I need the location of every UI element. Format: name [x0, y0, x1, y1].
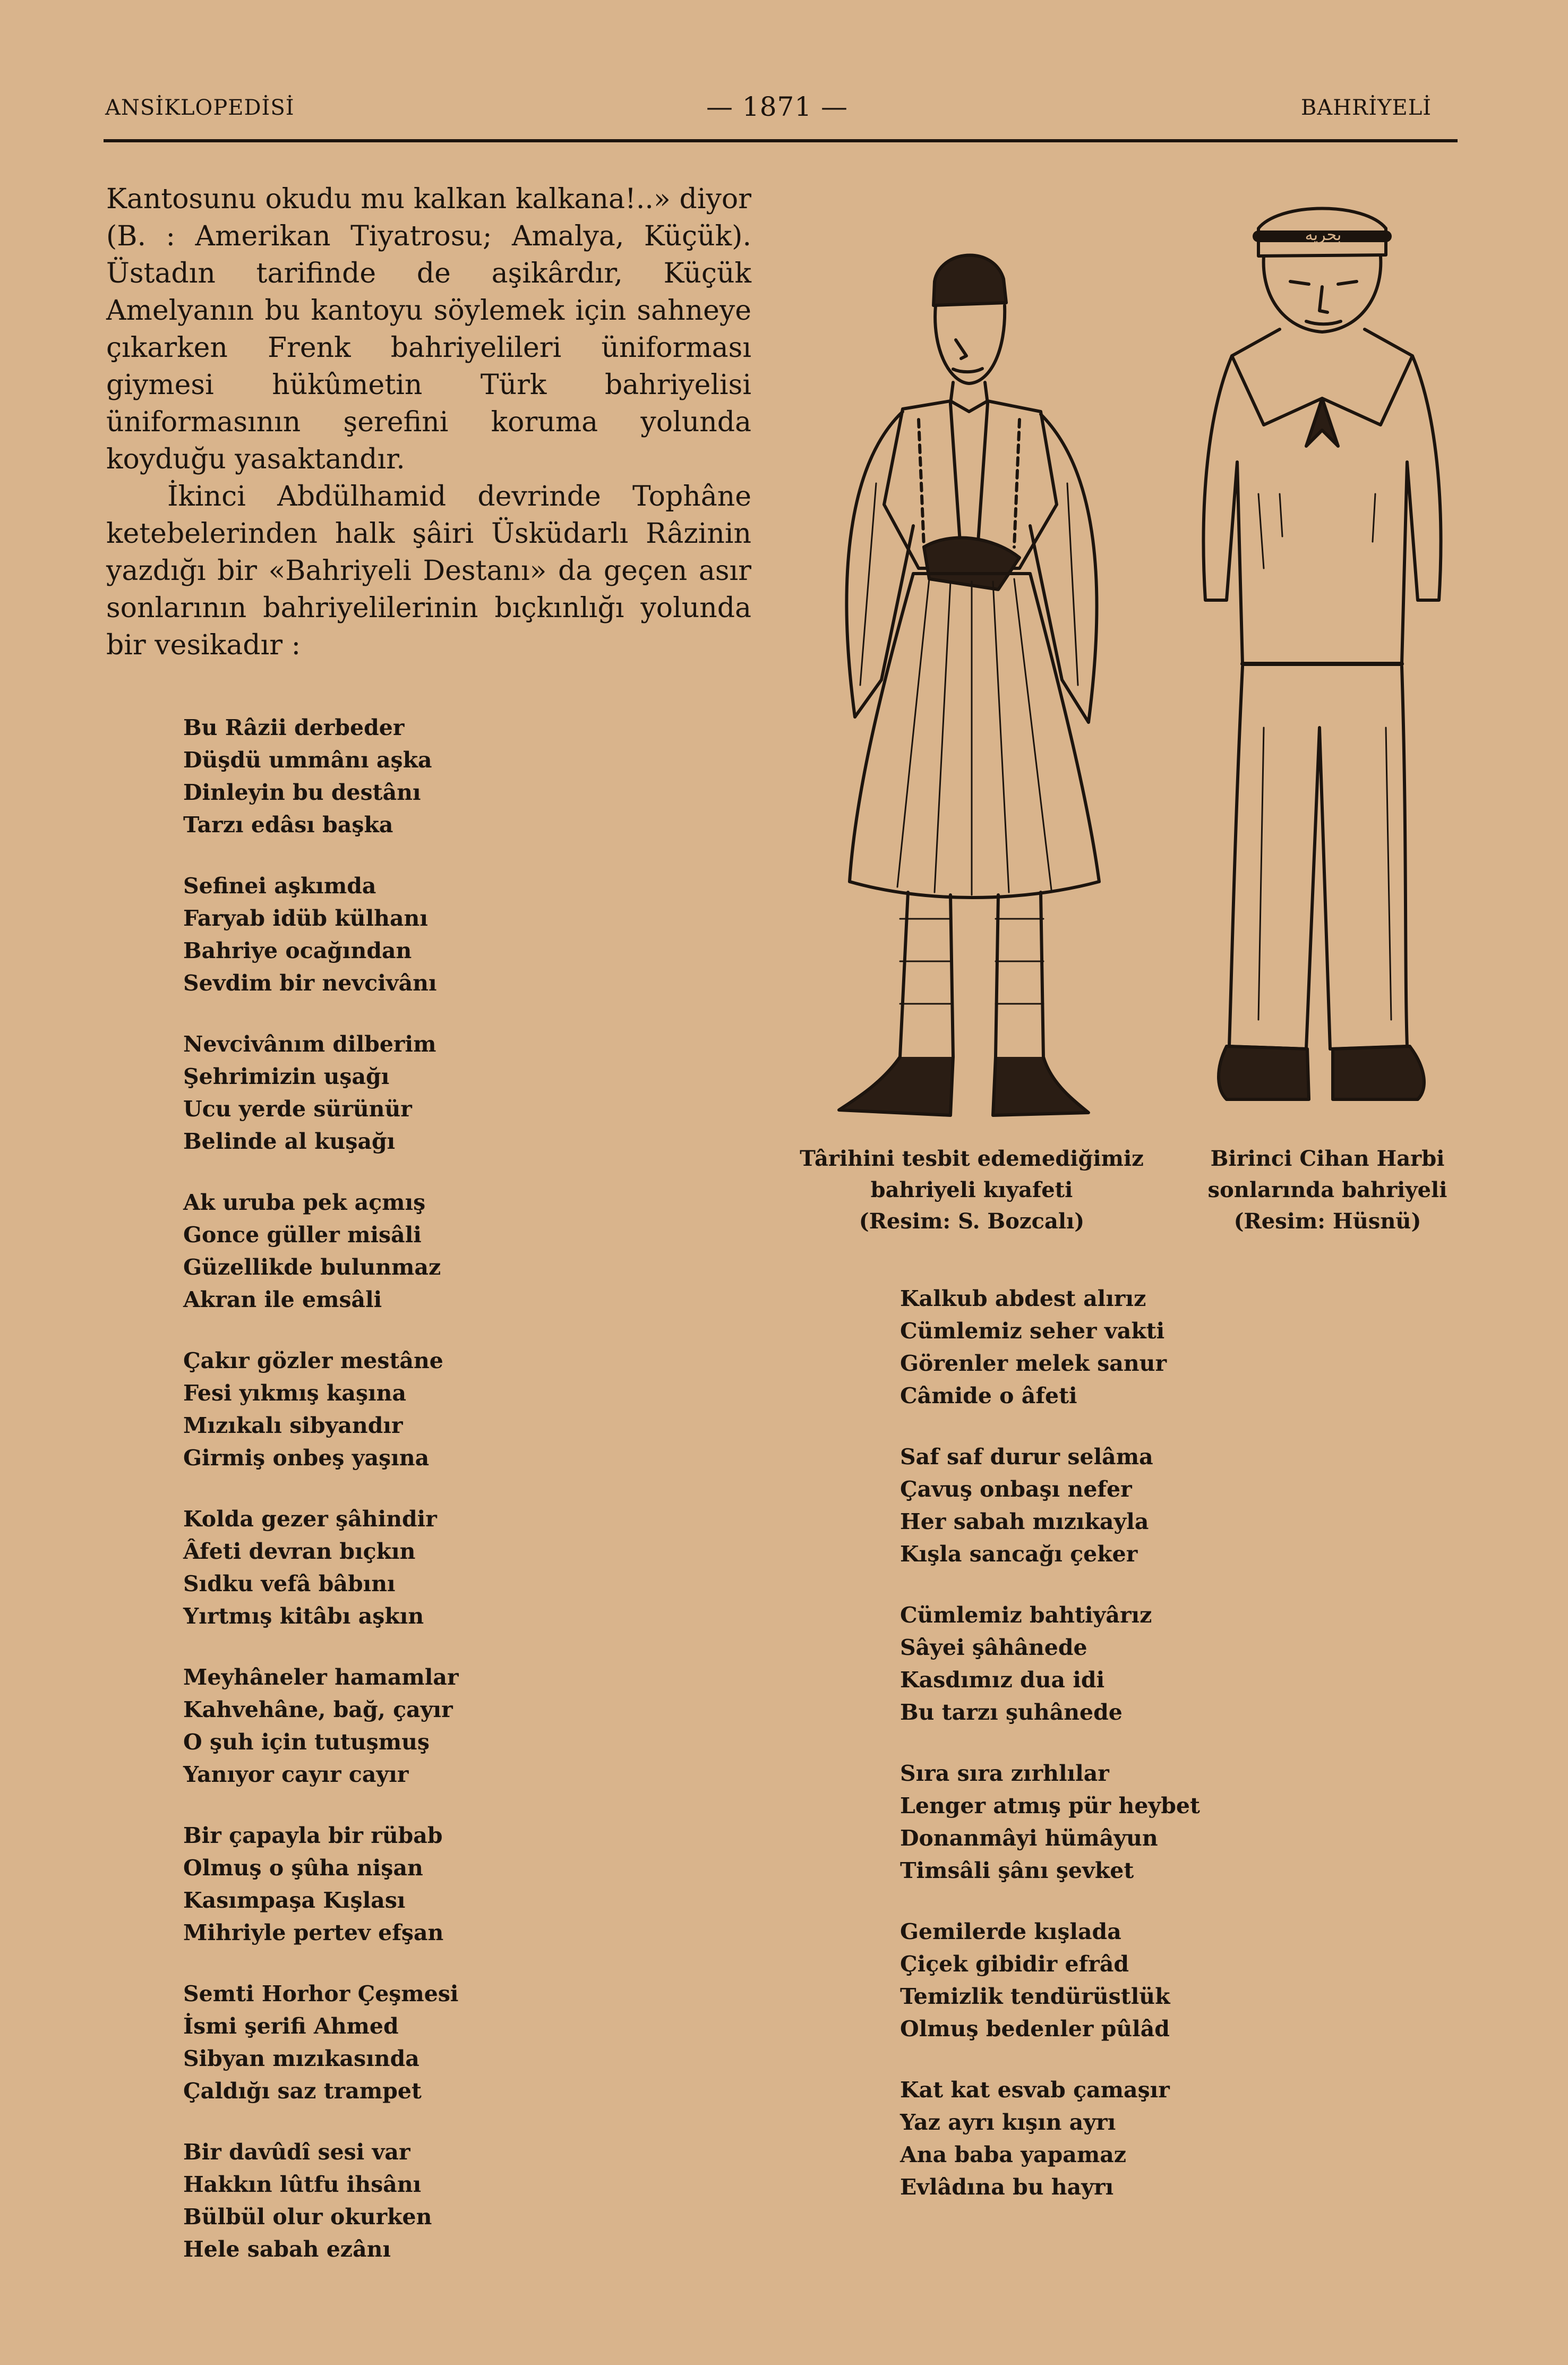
poem-line: Kolda gezer şâhindir	[183, 1506, 437, 1532]
prose-paragraph: İkinci Abdülhamid devrinde Tophâne ketebelerinden halk şâiri Üsküdarlı Râzinin yazdığı bir «Bahriyeli Destanı» da geçen asır sonlarının bahriyelilerinin bıçkınlığı yolunda bir vesikadır :	[106, 481, 751, 661]
poem-line: Sâyei şâhânede	[900, 1635, 1087, 1660]
poem-stanza	[900, 2074, 1200, 2204]
poem-line: Bahriye ocağından	[183, 938, 412, 963]
poem-line: Kahvehâne, bağ, çayır	[183, 1697, 453, 1722]
poem-line: Gonce güller misâli	[183, 1222, 422, 1248]
caption-line: Târihini tesbit edemediğimiz	[800, 1146, 1144, 1171]
poem-stanza	[900, 1283, 1200, 1412]
poem-line: Yanıyor cayır cayır	[183, 1762, 409, 1787]
poem-line: Sıra sıra zırhlılar	[900, 1761, 1109, 1786]
poem-line: Câmide o âfeti	[900, 1383, 1077, 1408]
poem-line: Çaldığı saz trampet	[183, 2078, 422, 2104]
poem-line: Bu tarzı şuhânede	[900, 1700, 1123, 1725]
poem-stanza	[183, 1820, 459, 1949]
caption-line: bahriyeli kıyafeti	[870, 1177, 1073, 1202]
poem-line: Kat kat esvab çamaşır	[900, 2077, 1170, 2103]
cap-band-lettering: بحریه	[1305, 226, 1342, 244]
poem-stanza	[183, 1345, 459, 1474]
poem-line: Kasımpaşa Kışlası	[183, 1888, 406, 1913]
poem-line: Bir çapayla bir rübab	[183, 1823, 443, 1848]
poem-line: Meyhâneler hamamlar	[183, 1664, 459, 1690]
poem-line: Evlâdına bu hayrı	[900, 2174, 1114, 2200]
caption-right	[1173, 1143, 1481, 1237]
poem-stanza	[900, 1441, 1200, 1570]
poem-stanza	[183, 1978, 459, 2107]
poem-line: Nevcivânım dilberim	[183, 1031, 436, 1057]
poem-column-right	[900, 1283, 1200, 2232]
poem-line: Bülbül olur okurken	[183, 2204, 432, 2230]
poem-line: Belinde al kuşağı	[183, 1129, 396, 1154]
poem-line: Gemilerde kışlada	[900, 1919, 1121, 1944]
poem-line: Ana baba yapamaz	[900, 2142, 1127, 2167]
poem-line: Çiçek gibidir efrâd	[900, 1951, 1129, 1977]
poem-line: Fesi yıkmış kaşına	[183, 1380, 407, 1406]
poem-stanza	[183, 1503, 459, 1633]
illustration-wwi-sailor	[1184, 197, 1460, 1131]
poem-line: Güzellikde bulunmaz	[183, 1254, 441, 1280]
poem-line: Lenger atmış pür heybet	[900, 1793, 1200, 1818]
poem-line: Girmiş onbeş yaşına	[183, 1445, 430, 1471]
poem-stanza	[183, 1186, 459, 1316]
poem-line: Ucu yerde sürünür	[183, 1096, 412, 1122]
poem-line: İsmi şerifi Ahmed	[183, 2013, 399, 2039]
poem-stanza	[900, 1757, 1200, 1887]
poem-line: Donanmâyi hümâyun	[900, 1825, 1158, 1851]
poem-line: Sevdim bir nevcivânı	[183, 970, 437, 996]
poem-line: Bir davûdî sesi var	[183, 2139, 410, 2165]
poem-line: Sibyan mızıkasında	[183, 2046, 419, 2071]
poem-line: Saf saf durur selâma	[900, 1444, 1153, 1470]
poem-line: Âfeti devran bıçkın	[183, 1539, 416, 1564]
poem-line: Semti Horhor Çeşmesi	[183, 1981, 459, 2007]
poem-line: Şehrimizin uşağı	[183, 1064, 390, 1089]
poem-stanza	[900, 1599, 1200, 1729]
poem-stanza	[183, 2136, 459, 2266]
poem-line: Akran ile emsâli	[183, 1287, 382, 1312]
poem-line: Çavuş onbaşı nefer	[900, 1476, 1132, 1502]
caption-left	[781, 1143, 1163, 1237]
poem-line: Düşdü ummânı aşka	[183, 747, 432, 773]
caption-line: (Resim: Hüsnü)	[1233, 1209, 1421, 1234]
poem-line: Hele sabah ezânı	[183, 2236, 391, 2262]
running-header-left: ANSİKLOPEDİSİ	[105, 96, 295, 120]
poem-line: Kasdımız dua idi	[900, 1667, 1105, 1693]
caption-line: Birinci Cihan Harbi	[1210, 1146, 1445, 1171]
poem-line: Mihriyle pertev efşan	[183, 1920, 444, 1945]
poem-line: Kışla sancağı çeker	[900, 1541, 1138, 1567]
poem-stanza	[900, 1916, 1200, 2045]
illustration-traditional-sailor	[791, 228, 1142, 1142]
poem-line: Faryab idüb külhanı	[183, 906, 428, 931]
poem-stanza	[183, 712, 459, 841]
poem-line: Mızıkalı sibyandır	[183, 1413, 403, 1438]
poem-line: Olmuş o şûha nişan	[183, 1855, 423, 1881]
poem-line: Tarzı edâsı başka	[183, 812, 393, 838]
poem-line: Hakkın lûtfu ihsânı	[183, 2172, 422, 2197]
poem-stanza	[183, 1661, 459, 1791]
poem-line: Çakır gözler mestâne	[183, 1348, 443, 1373]
poem-line: Bu Râzii derbeder	[183, 715, 405, 740]
poem-line: Sıdku vefâ bâbını	[183, 1571, 396, 1596]
poem-line: Yaz ayrı kışın ayrı	[900, 2110, 1116, 2135]
poem-line: Timsâli şânı şevket	[900, 1858, 1134, 1883]
running-header-right: BAHRİYELİ	[1301, 96, 1432, 120]
prose-paragraph: Kantosunu okudu mu kalkan kalkana!..» diyor (B. : Amerikan Tiyatrosu; Amalya, Küçük). Üstadın tarifinde de aşikârdır, Küçük Amelyanın bu kantoyu söylemek için sahneye çıkarken Frenk bahriyelileri üniforması giymesi hükûmetin Türk bahriyelisi üniformasının şerefini koruma yolunda koyduğu yasaktandır.	[106, 183, 751, 475]
caption-line: sonlarında bahriyeli	[1207, 1177, 1447, 1202]
poem-stanza	[183, 1028, 459, 1158]
poem-line: Cümlemiz bahtiyârız	[900, 1602, 1152, 1628]
poem-line: Görenler melek sanur	[900, 1351, 1167, 1376]
poem-line: Cümlemiz seher vakti	[900, 1318, 1165, 1344]
caption-line: (Resim: S. Bozcalı)	[859, 1209, 1085, 1234]
poem-line: O şuh için tutuşmuş	[183, 1729, 430, 1755]
poem-line: Dinleyin bu destânı	[183, 780, 421, 805]
poem-line: Olmuş bedenler pûlâd	[900, 2016, 1170, 2042]
poem-line: Yırtmış kitâbı aşkın	[183, 1603, 424, 1629]
poem-line: Her sabah mızıkayla	[900, 1509, 1149, 1534]
article-prose	[106, 181, 751, 664]
poem-line: Ak uruba pek açmış	[183, 1190, 426, 1215]
poem-line: Kalkub abdest alırız	[900, 1286, 1146, 1311]
poem-stanza	[183, 870, 459, 1000]
page-number: — 1871 —	[706, 91, 849, 122]
header-rule	[104, 139, 1458, 142]
poem-line: Temizlik tendürüstlük	[900, 1984, 1170, 2009]
poem-line: Sefinei aşkımda	[183, 873, 376, 899]
poem-column-left	[183, 712, 459, 2294]
